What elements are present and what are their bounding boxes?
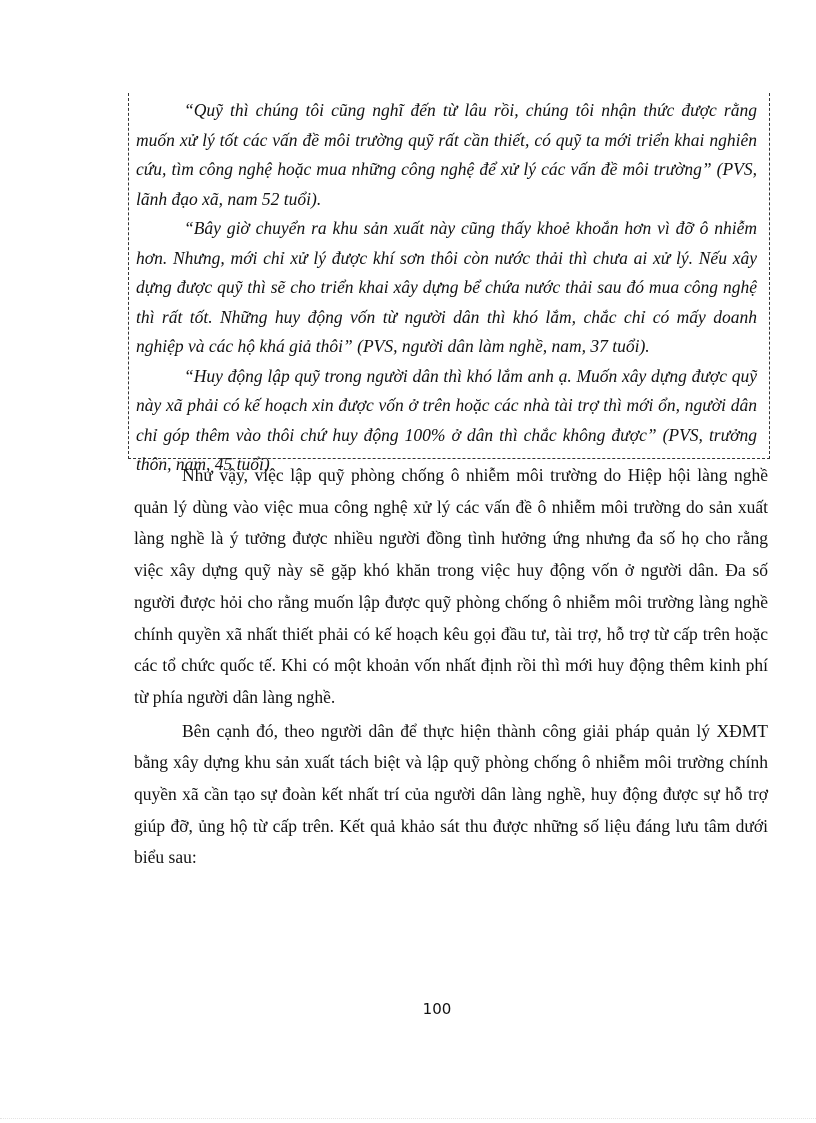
interview-quote-box [128, 93, 770, 474]
quote-village-head: “Huy động lập quỹ trong người dân thì khó lắm anh ạ. Muốn xây dựng được quỹ này xã phải có kế hoạch xin được vốn ở trên hoặc các nhà tài trợ thì mới ổn, người dân chỉ góp thêm vào thôi chứ huy động 100% ở dân thì chắc không được” (PVS, trưởng thôn, nam, 45 tuổi) [136, 365, 757, 474]
quote-commune-leader: “Quỹ thì chúng tôi cũng nghĩ đến từ lâu rồi, chúng tôi nhận thức được rằng muốn xử lý tốt các vấn đề môi trường quỹ rất cần thiết, có quỹ ta mới triển khai nghiên cứu, tìm công nghệ hoặc mua những công nghệ để xử lý các vấn đề môi trường” (PVS, lãnh đạo xã, nam 52 tuổi). [136, 100, 757, 209]
page-bottom-divider [0, 1118, 816, 1119]
quote-craft-worker: “Bây giờ chuyển ra khu sản xuất này cũng thấy khoẻ khoắn hơn vì đỡ ô nhiễm hơn. Nhưng, mới chỉ xử lý được khí sơn thôi còn nước thải thì chưa ai xử lý. Nếu xây dựng được quỹ thì sẽ cho triển khai xây dựng bể chứa nước thải sau đó mua công nghệ thì rất tốt. Những huy động vốn từ người dân thì khó lắm, chắc chỉ có mấy doanh nghiệp và các hộ khá giả thôi” (PVS, người dân làm nghề, nam, 37 tuổi). [136, 218, 757, 356]
page-number: 100 [422, 1000, 452, 1018]
paragraph-fund-summary: Như vậy, việc lập quỹ phòng chống ô nhiễm môi trường do Hiệp hội làng nghề quản lý dùng vào việc mua công nghệ xử lý các vấn đề ô nhiễm môi trường do sản xuất làng nghề là ý tưởng được nhiều người đồng tình hưởng ứng nhưng đa số họ cho rằng việc xây dựng quỹ này sẽ gặp khó khăn trong việc huy động vốn ở người dân. Đa số người được hỏi cho rằng muốn lập được quỹ phòng chống ô nhiễm môi trường làng nghề chính quyền xã nhất thiết phải có kế hoạch kêu gọi đầu tư, tài trợ, hỗ trợ từ cấp trên hoặc các tổ chức quốc tế. Khi có một khoản vốn nhất định rồi thì mới huy động thêm kinh phí từ phía người dân làng nghề. [134, 465, 768, 707]
body-text [134, 460, 768, 876]
paragraph-solution-conditions: Bên cạnh đó, theo người dân để thực hiện thành công giải pháp quản lý XĐMT bằng xây dựng khu sản xuất tách biệt và lập quỹ phòng chống ô nhiễm môi trường chính quyền xã cần tạo sự đoàn kết nhất trí của người dân làng nghề, huy động được sự hỗ trợ giúp đỡ, ủng hộ từ cấp trên. Kết quả khảo sát thu được những số liệu đáng lưu tâm dưới biểu sau: [134, 720, 768, 868]
